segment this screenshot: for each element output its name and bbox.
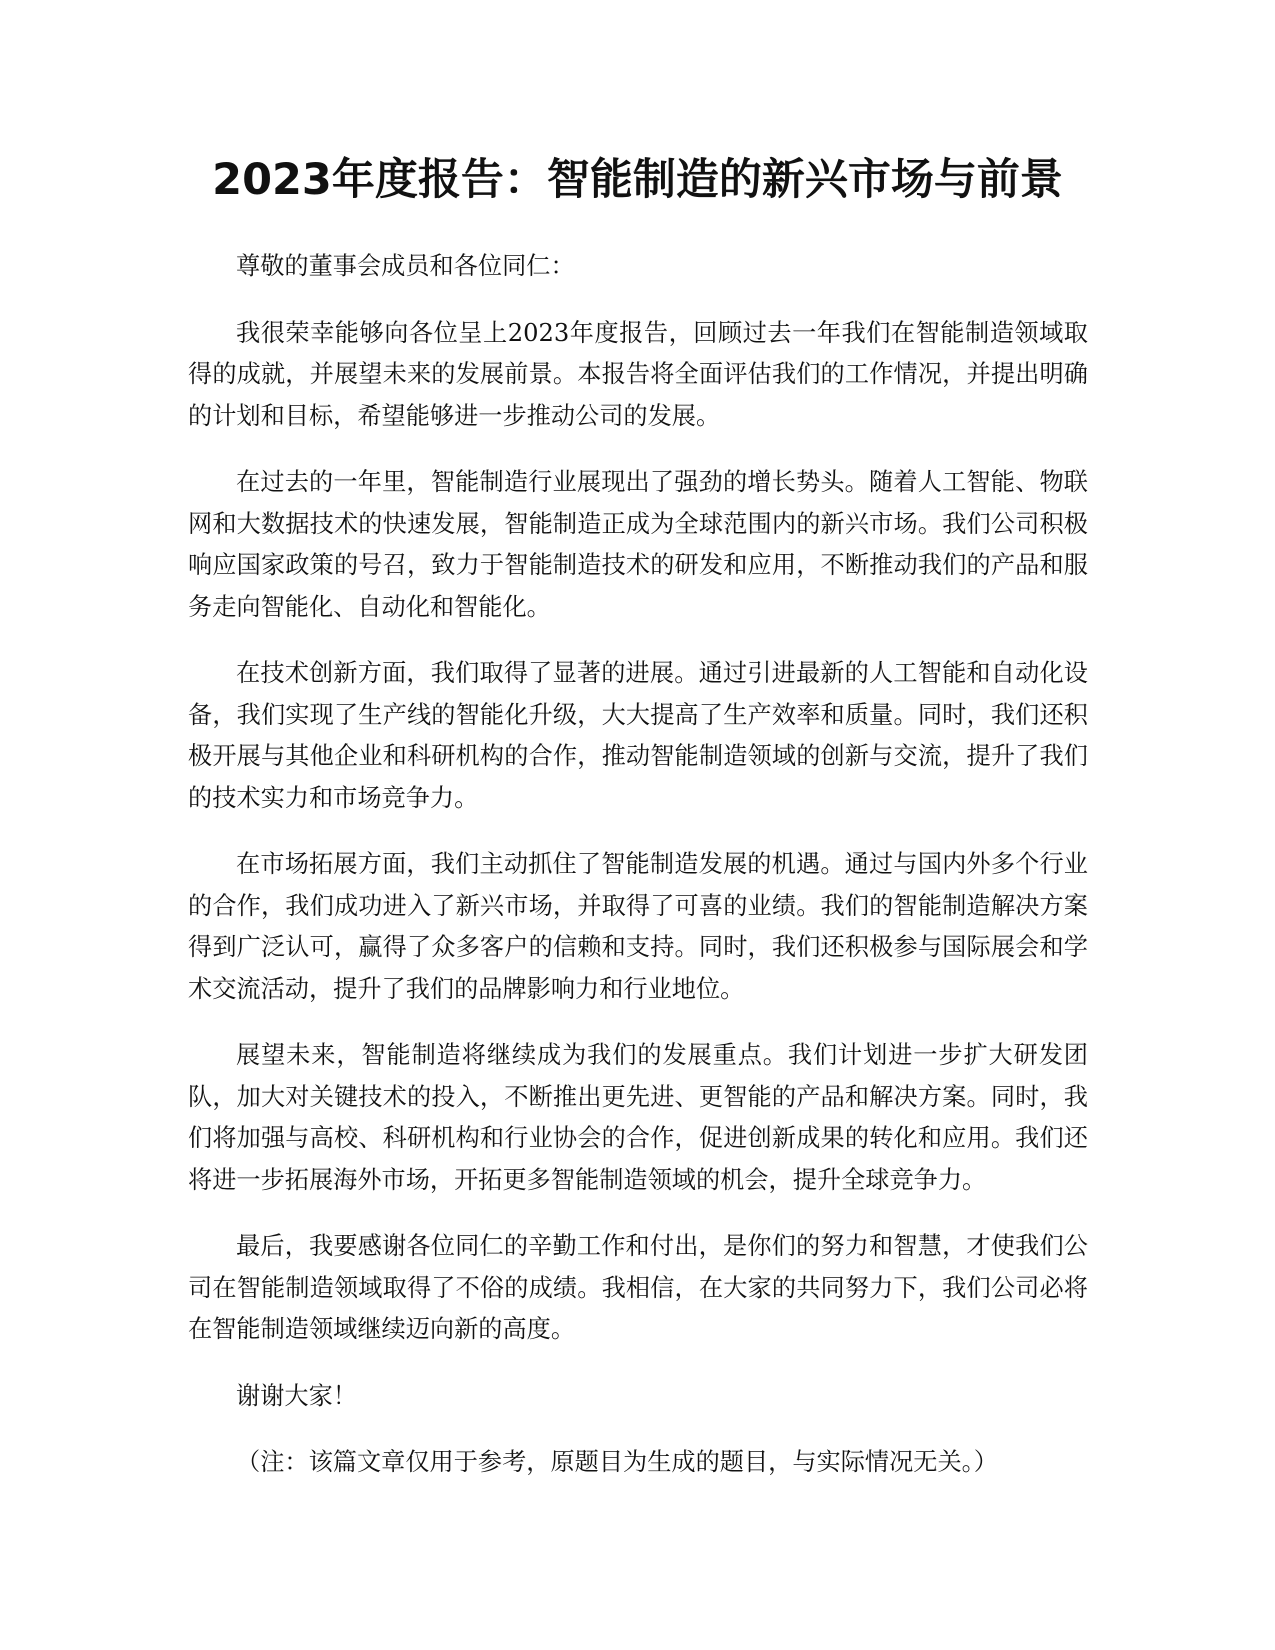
footnote: （注：该篇文章仅用于参考，原题目为生成的题目，与实际情况无关。） [236,1448,998,1476]
document-body [188,246,1088,1509]
document-title: 2023年度报告：智能制造的新兴市场与前景 [212,155,1063,205]
closing-line: 谢谢大家！ [236,1381,357,1410]
paragraph-intro: 我很荣幸能够向各位呈上2023年度报告，回顾过去一年我们在智能制造领域取得的成就，并展望未来的发展前景。本报告将全面评估我们的工作情况，并提出明确的计划和目标，希望能够进一步推动公司的发展。 [188,318,1088,430]
paragraph-tech-innovation: 在技术创新方面，我们取得了显著的进展。通过引进最新的人工智能和自动化设备，我们实现了生产线的智能化升级，大大提高了生产效率和质量。同时，我们还积极开展与其他企业和科研机构的合作，推动智能制造领域的创新与交流，提升了我们的技术实力和市场竞争力。 [188,659,1088,812]
paragraph-thanks: 最后，我要感谢各位同仁的辛勤工作和付出，是你们的努力和智慧，才使我们公司在智能制造领域取得了不俗的成绩。我相信，在大家的共同努力下，我们公司必将在智能制造领域继续迈向新的高度。 [188,1232,1088,1343]
salutation: 尊敬的董事会成员和各位同仁： [236,252,575,280]
paragraph-outlook: 展望未来，智能制造将继续成为我们的发展重点。我们计划进一步扩大研发团队，加大对关键技术的投入，不断推出更先进、更智能的产品和解决方案。同时，我们将加强与高校、科研机构和行业协会的合作，促进创新成果的转化和应用。我们还将进一步拓展海外市场，开拓更多智能制造领域的机会，提升全球竞争力。 [188,1041,1088,1194]
paragraph-industry-growth: 在过去的一年里，智能制造行业展现出了强劲的增长势头。随着人工智能、物联网和大数据技术的快速发展，智能制造正成为全球范围内的新兴市场。我们公司积极响应国家政策的号召，致力于智能制造技术的研发和应用，不断推动我们的产品和服务走向智能化、自动化和智能化。 [188,468,1088,621]
paragraph-market-expansion: 在市场拓展方面，我们主动抓住了智能制造发展的机遇。通过与国内外多个行业的合作，我们成功进入了新兴市场，并取得了可喜的业绩。我们的智能制造解决方案得到广泛认可，赢得了众多客户的信赖和支持。同时，我们还积极参与国际展会和学术交流活动，提升了我们的品牌影响力和行业地位。 [188,850,1088,1003]
